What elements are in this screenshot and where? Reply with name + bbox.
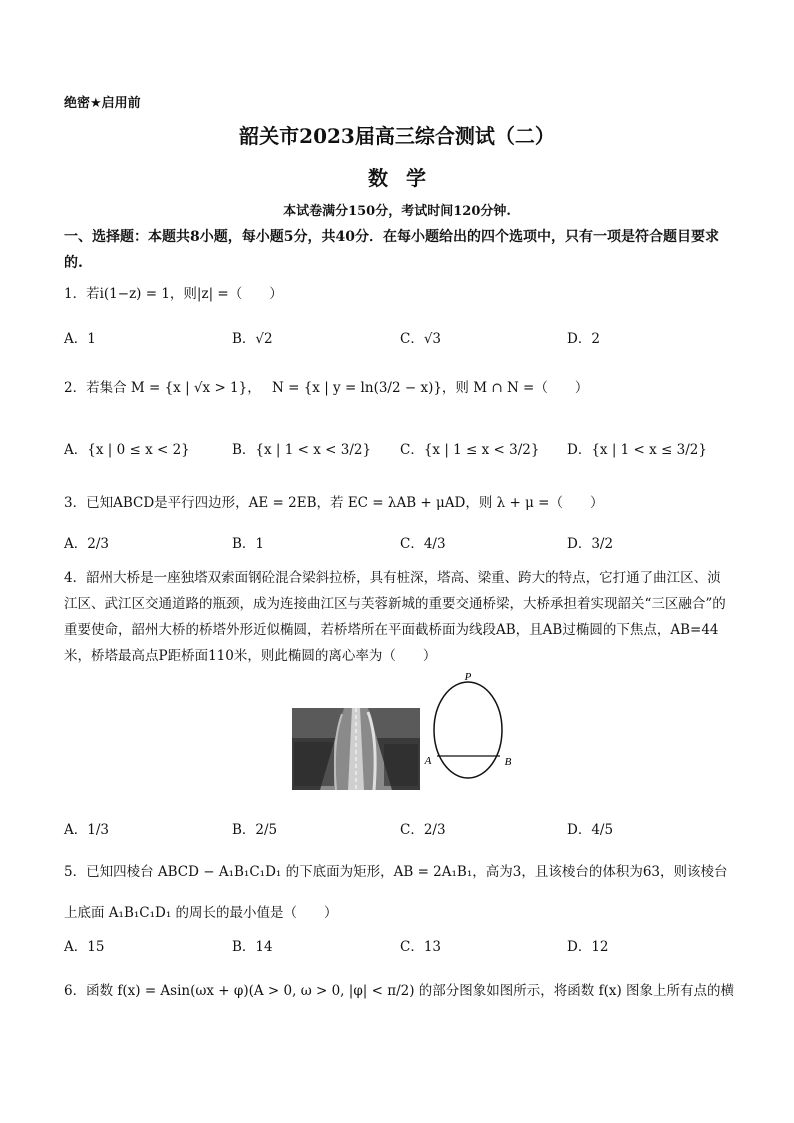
question-4-text: 4．韶州大桥是一座独塔双索面钢砼混合梁斜拉桥，具有桩深，塔高、梁重、跨大的特点，它打通了曲江区、浈江区、武江区交通道路的瓶颈，成为连接曲江区与芙蓉新城的重要交通桥梁，大桥承担着实现韶关“三区融合”的重要使命，韶州大桥的桥塔外形近似椭圆，若桥塔所在平面截桥面为线段AB，且AB过椭圆的下焦点，AB=44米，桥塔最高点P距桥面110米，则此椭圆的离心率为（ ） [64, 570, 726, 664]
question-2-stem-b: N = {x | y = ln(3/2 − x)}，则 M ∩ N =（ ） [272, 380, 589, 396]
q3-option-d: D．3/2 [567, 536, 614, 552]
q1-option-a: A．1 [64, 331, 96, 347]
q5-option-c: C．13 [400, 939, 442, 955]
q1-option-c: C．√3 [400, 331, 442, 347]
confidential-label: 绝密★启用前 [64, 96, 141, 111]
point-p-label: P [464, 671, 472, 683]
q5-option-a: A．15 [64, 939, 105, 955]
exam-title: 韶关市2023届高三综合测试（二） [239, 124, 555, 148]
q2-option-a: A．{x | 0 ≤ x < 2} [64, 442, 190, 458]
question-6-stem: 6．函数 f(x) = Asin(ωx + φ)(A > 0, ω > 0, |φ| < π/2) 的部分图象如图所示，将函数 f(x) 图象上所有点的横 [64, 983, 735, 999]
bridge-photo [292, 708, 420, 790]
q5-option-d: D．12 [567, 939, 609, 955]
q2-option-c: C．{x | 1 ≤ x < 3/2} [400, 442, 540, 458]
q4-option-b: B．2/5 [232, 822, 278, 838]
q5-option-b: B．14 [232, 939, 273, 955]
q3-option-c: C．4/3 [400, 536, 446, 552]
question-1-stem: 1．若i(1−z) = 1，则|z| =（ ） [64, 286, 283, 302]
ellipse-diagram [420, 668, 520, 780]
q3-option-a: A．2/3 [64, 536, 109, 552]
question-5-line1: 5．已知四棱台 ABCD − A₁B₁C₁D₁ 的下底面为矩形，AB = 2A₁B₁，高为3，且该棱台的体积为63，则该棱台 [64, 864, 728, 880]
subject-title: 数学 [368, 166, 444, 190]
q2-option-d: D．{x | 1 < x ≤ 3/2} [567, 442, 707, 458]
point-a-label: A [424, 755, 432, 767]
q3-option-b: B．1 [232, 536, 265, 552]
question-3-stem: 3．已知ABCD是平行四边形，AE = 2EB，若 EC = λAB + μAD，则 λ + μ =（ ） [64, 495, 604, 511]
q2-option-b: B．{x | 1 < x < 3/2} [232, 442, 372, 458]
q4-option-c: C．2/3 [400, 822, 446, 838]
q4-option-d: D．4/5 [567, 822, 614, 838]
section-heading: 一、选择题：本题共8小题，每小题5分，共40分．在每小题给出的四个选项中，只有一项是符合题目要求的. [64, 229, 719, 271]
exam-info: 本试卷满分150分，考试时间120分钟. [283, 204, 511, 219]
q1-option-b: B．√2 [232, 331, 273, 347]
q4-option-a: A．1/3 [64, 822, 109, 838]
question-2-stem-a: 2．若集合 M = {x | √x > 1}， [64, 380, 261, 396]
question-5-line2: 上底面 A₁B₁C₁D₁ 的周长的最小值是（ ） [64, 905, 338, 921]
point-b-label: B [504, 756, 512, 768]
q1-option-d: D．2 [567, 331, 600, 347]
